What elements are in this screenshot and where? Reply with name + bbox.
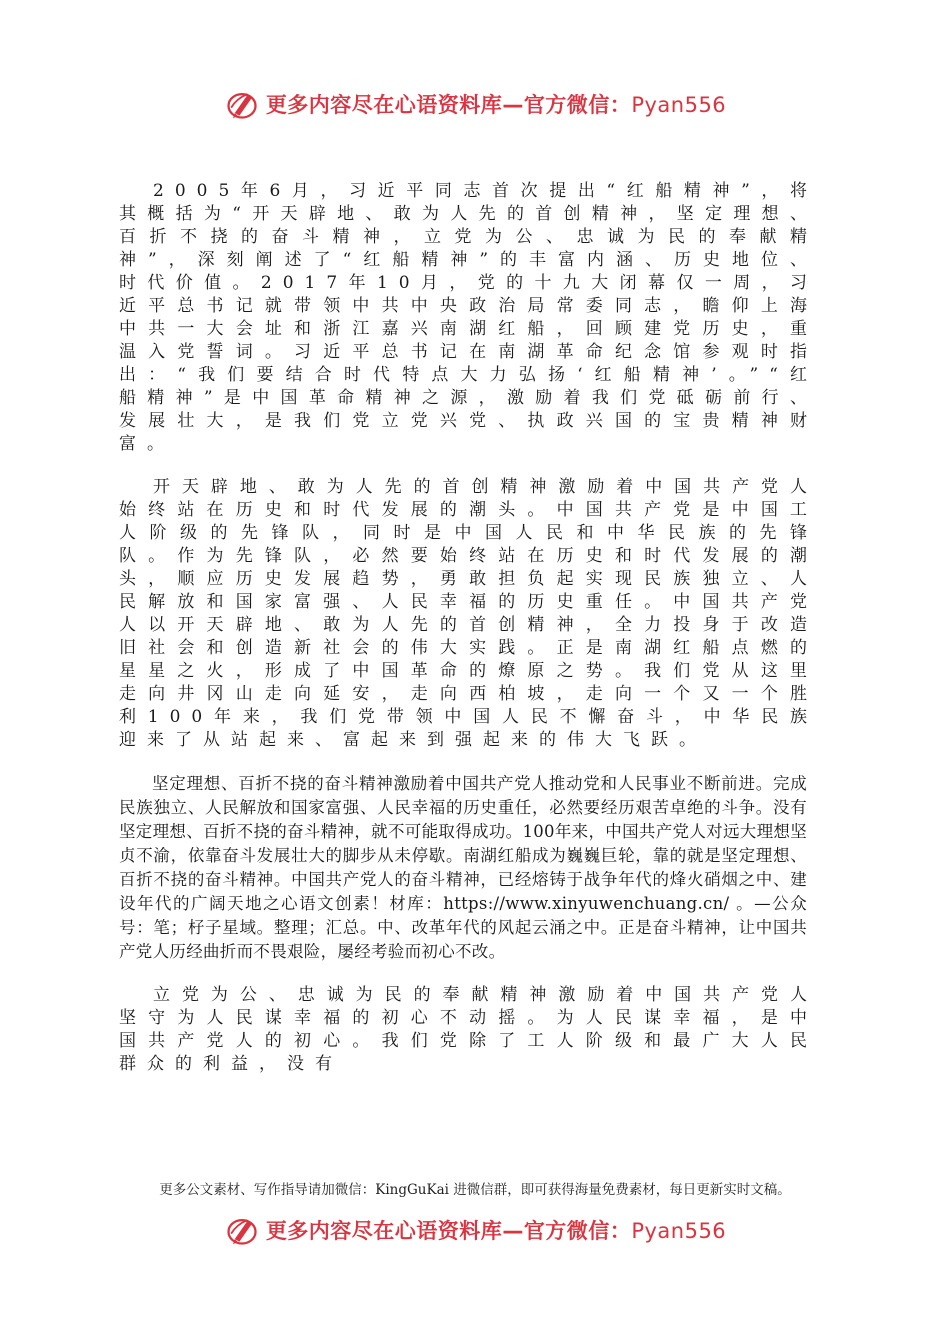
banner-wechat-id: Pyan556 — [631, 1219, 727, 1243]
paragraph-1: 2005年6月，习近平同志首次提出“红船精神”，将其概括为“开天辟地、敢为人先的首创精神，坚定理想、百折不挠的奋斗精神，立党为公、忠诚为民的奉献精神”，深刻阐述了“红船精神”的丰富内涵、历史地位、时代价值。2017年10月，党的十九大闭幕仅一周，习近平总书记就带领中共中央政治局常委同志，瞻仰上海中共一大会址和浙江嘉兴南湖红船，回顾建党历史，重温入党誓词。习近平总书记在南湖革命纪念馆参观时指出：“我们要结合时代特点大力弘扬‘红船精神’。”“红船精神”是中国革命精神之源，激励着我们党砥砺前行、发展壮大，是我们党立党兴党、执政兴国的宝贵精神财富。 — [119, 181, 818, 454]
pen-nib-logo-icon — [224, 1212, 260, 1248]
footer-note: 更多公文素材、写作指导请加微信：KingGuKai 进微信群，即可获得海量免费素材，每日更新实时文稿。 — [159, 1182, 791, 1198]
pen-nib-logo-icon — [224, 86, 260, 122]
footer-banner — [0, 1210, 950, 1250]
document-body — [119, 180, 818, 1076]
banner-title: 更多内容尽在心语资料库 — [265, 93, 503, 117]
paragraph-2: 开天辟地、敢为人先的首创精神激励着中国共产党人始终站在历史和时代发展的潮头。中国共产党是中国工人阶级的先锋队，同时是中国人民和中华民族的先锋队。作为先锋队，必然要始终站在历史和时代发展的潮头，顺应历史发展趋势，勇敢担负起实现民族独立、人民解放和国家富强、人民幸福的历史重任。中国共产党人以开天辟地、敢为人先的首创精神，全力投身于改造旧社会和创造新社会的伟大实践。正是南湖红船点燃的星星之火，形成了中国革命的燎原之势。我们党从这里走向井冈山走向延安，走向西柏坡，走向一个又一个胜利100年来，我们党带领中国人民不懈奋斗，中华民族迎来了从站起来、富起来到强起来的伟大飞跃。 — [119, 477, 818, 750]
banner-official: 官方微信： — [523, 1219, 632, 1243]
banner-text — [266, 1215, 726, 1245]
banner-text — [266, 89, 726, 119]
banner-official: 官方微信： — [523, 93, 632, 117]
paragraph-3: 坚定理想、百折不挠的奋斗精神激励着中国共产党人推动党和人民事业不断前进。完成民族独立、人民解放和国家富强、人民幸福的历史重任，必然要经历艰苦卓绝的斗争。没有坚定理想、百折不挠的奋斗精神，就不可能取得成功。100年来，中国共产党人对远大理想坚贞不渝，依靠奋斗发展壮大的脚步从未停歇。南湖红船成为巍巍巨轮，靠的就是坚定理想、百折不挠的奋斗精神。中国共产党人的奋斗精神，已经熔铸于战争年代的烽火硝烟之中、建设年代的广阔天地之心语文创素！材库：https://www.xinyuwenchuang.cn/ 。—公众号：笔；杍子星域。整理；汇总。中、改革年代的风起云涌之中。正是奋斗精神，让中国共产党人历经曲折而不畏艰险，屡经考验而初心不改。 — [119, 774, 807, 961]
header-banner — [0, 84, 950, 124]
banner-wechat-id: Pyan556 — [631, 93, 727, 117]
banner-separator: — — [502, 1219, 524, 1243]
banner-title: 更多内容尽在心语资料库 — [265, 1219, 503, 1243]
banner-separator: — — [502, 93, 524, 117]
paragraph-4: 立党为公、忠诚为民的奉献精神激励着中国共产党人坚守为人民谋幸福的初心不动摇。为人民谋幸福，是中国共产党人的初心。我们党除了工人阶级和最广大人民群众的利益，没有 — [119, 985, 818, 1074]
